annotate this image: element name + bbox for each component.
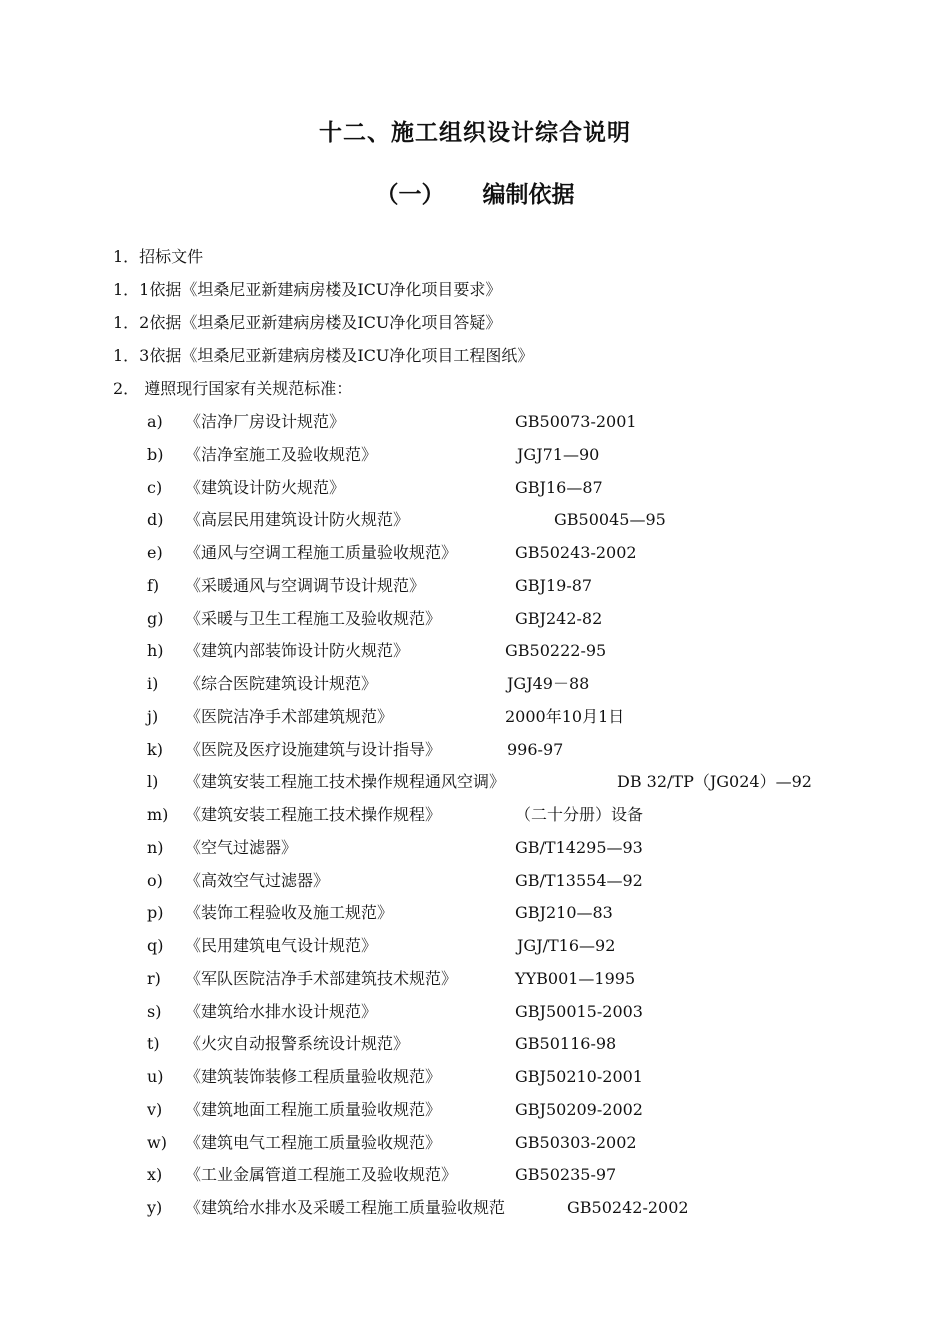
standard-letter: q)	[147, 936, 164, 955]
standard-letter: u)	[147, 1067, 164, 1086]
standard-row	[147, 478, 847, 498]
standard-row	[147, 445, 847, 465]
standard-letter: f)	[147, 575, 160, 595]
standard-row	[147, 871, 847, 891]
standard-row	[147, 1165, 847, 1185]
standard-letter: a)	[147, 412, 163, 431]
standard-name: 《建筑内部装饰设计防火规范》	[185, 641, 410, 661]
standard-name: 《民用建筑电气设计规范》	[185, 936, 378, 955]
standard-name: 《空气过滤器》	[185, 837, 298, 857]
standard-name: 《建筑设计防火规范》	[185, 477, 346, 497]
standard-name: 《洁净室施工及验收规范》	[185, 444, 378, 464]
standard-name: 《建筑给水排水设计规范》	[185, 1001, 378, 1021]
standard-name: 《综合医院建筑设计规范》	[185, 674, 378, 693]
standard-row	[147, 740, 847, 760]
standard-code: GB/T13554—92	[515, 870, 643, 890]
standard-code: GB50045—95	[554, 510, 666, 530]
standard-row	[147, 674, 847, 694]
standard-name: 《工业金属管道工程施工及验收规范》	[185, 1165, 458, 1185]
standard-name: 《建筑安装工程施工技术操作规程》	[185, 805, 442, 824]
standard-row	[147, 805, 847, 825]
standard-letter: b)	[147, 444, 164, 464]
standard-row	[147, 1133, 847, 1153]
standard-code: GBJ50210-2001	[515, 1067, 643, 1086]
standard-name: 《建筑安装工程施工技术操作规程通风空调》	[185, 772, 506, 792]
standard-row	[147, 543, 847, 563]
standard-code: GB50242-2002	[567, 1198, 689, 1217]
standard-name: 《采暖与卫生工程施工及验收规范》	[185, 608, 442, 628]
standard-row	[147, 936, 847, 956]
standard-row	[147, 1034, 847, 1054]
standard-row	[147, 1198, 847, 1218]
standard-code: YYB001—1995	[515, 968, 636, 988]
standard-letter: w)	[147, 1132, 167, 1152]
standard-name: 《装饰工程验收及施工规范》	[185, 903, 394, 923]
standard-name: 《通风与空调工程施工质量验收规范》	[185, 543, 458, 562]
standard-code: GB/T14295—93	[515, 837, 643, 857]
standard-letter: g)	[147, 608, 164, 628]
standard-code: GBJ242-82	[515, 608, 603, 628]
standard-row	[147, 412, 847, 432]
standard-name: 《医院洁净手术部建筑规范》	[185, 706, 394, 726]
standard-code: GB50116-98	[515, 1034, 617, 1054]
standard-letter: p)	[147, 903, 164, 923]
standard-row	[147, 510, 847, 530]
section-line: 1．3依据《坦桑尼亚新建病房楼及ICU净化项目工程图纸》	[113, 346, 534, 365]
standard-row	[147, 903, 847, 923]
standard-code: JGJ49－88	[507, 674, 590, 693]
standard-code: GBJ16—87	[515, 477, 603, 497]
standard-row	[147, 838, 847, 858]
standard-code: GB50235-97	[515, 1165, 617, 1185]
standard-code: JGJ71—90	[517, 444, 600, 464]
standard-letter: j)	[147, 706, 159, 726]
standard-row	[147, 969, 847, 989]
standard-code: 2000年10月1日	[505, 706, 625, 726]
section-line: 1．1依据《坦桑尼亚新建病房楼及ICU净化项目要求》	[113, 280, 502, 299]
section-line: 1．招标文件	[113, 247, 204, 266]
page-title: 十二、施工组织设计综合说明	[319, 120, 631, 146]
standard-letter: x)	[147, 1165, 163, 1185]
standard-row	[147, 1002, 847, 1022]
standard-letter: d)	[147, 510, 164, 530]
standard-name: 《洁净厂房设计规范》	[185, 412, 346, 431]
standard-letter: o)	[147, 870, 163, 890]
standard-name: 《建筑电气工程施工质量验收规范》	[185, 1132, 442, 1152]
standard-code: GBJ19-87	[515, 575, 593, 595]
standard-row	[147, 576, 847, 596]
standard-letter: e)	[147, 543, 163, 562]
standard-row	[147, 1100, 847, 1120]
section-line: 2． 遵照现行国家有关规范标准：	[113, 379, 353, 398]
standard-name: 《火灾自动报警系统设计规范》	[185, 1034, 410, 1054]
section-heading	[0, 176, 950, 209]
standard-code: GBJ210—83	[515, 903, 613, 923]
section-heading-number: （一）	[375, 182, 445, 208]
standard-code: DB 32/TP（JG024）—92	[617, 772, 812, 792]
standard-letter: n)	[147, 837, 164, 857]
standard-name: 《建筑地面工程施工质量验收规范》	[185, 1099, 442, 1119]
standard-row	[147, 1067, 847, 1087]
standard-letter: y)	[147, 1198, 163, 1217]
standard-letter: l)	[147, 772, 159, 792]
standard-name: 《高层民用建筑设计防火规范》	[185, 510, 410, 530]
standard-code: GBJ50209-2002	[515, 1099, 643, 1119]
standard-name: 《军队医院洁净手术部建筑技术规范》	[185, 968, 458, 988]
standard-name: 《医院及医疗设施建筑与设计指导》	[185, 739, 442, 759]
standard-code: GB50243-2002	[515, 543, 637, 562]
standard-code: GB50222-95	[505, 641, 607, 661]
standard-letter: v)	[147, 1099, 163, 1119]
standard-row	[147, 707, 847, 727]
standard-letter: t)	[147, 1034, 160, 1054]
standard-code: GBJ50015-2003	[515, 1001, 643, 1021]
section-heading-title: 编制依据	[482, 182, 575, 208]
standard-code: 996-97	[507, 739, 564, 759]
standard-row	[147, 609, 847, 629]
standard-letter: r)	[147, 968, 161, 988]
standard-letter: c)	[147, 477, 163, 497]
standard-code: JGJ/T16—92	[517, 936, 616, 955]
standard-name: 《采暖通风与空调调节设计规范》	[185, 575, 426, 595]
standard-code: GB50303-2002	[515, 1132, 637, 1152]
standard-code: GB50073-2001	[515, 412, 637, 431]
standard-name: 《建筑装饰装修工程质量验收规范》	[185, 1067, 442, 1086]
standard-letter: i)	[147, 674, 159, 693]
standard-row	[147, 641, 847, 661]
standard-name: 《高效空气过滤器》	[185, 870, 330, 890]
standard-row	[147, 772, 847, 792]
standard-letter: h)	[147, 641, 164, 661]
standard-code: （二十分册）设备	[515, 805, 644, 824]
standard-letter: m)	[147, 805, 169, 824]
standard-name: 《建筑给水排水及采暖工程施工质量验收规范	[185, 1198, 506, 1217]
standard-letter: k)	[147, 739, 163, 759]
section-line: 1．2依据《坦桑尼亚新建病房楼及ICU净化项目答疑》	[113, 313, 502, 332]
standard-letter: s)	[147, 1001, 162, 1021]
